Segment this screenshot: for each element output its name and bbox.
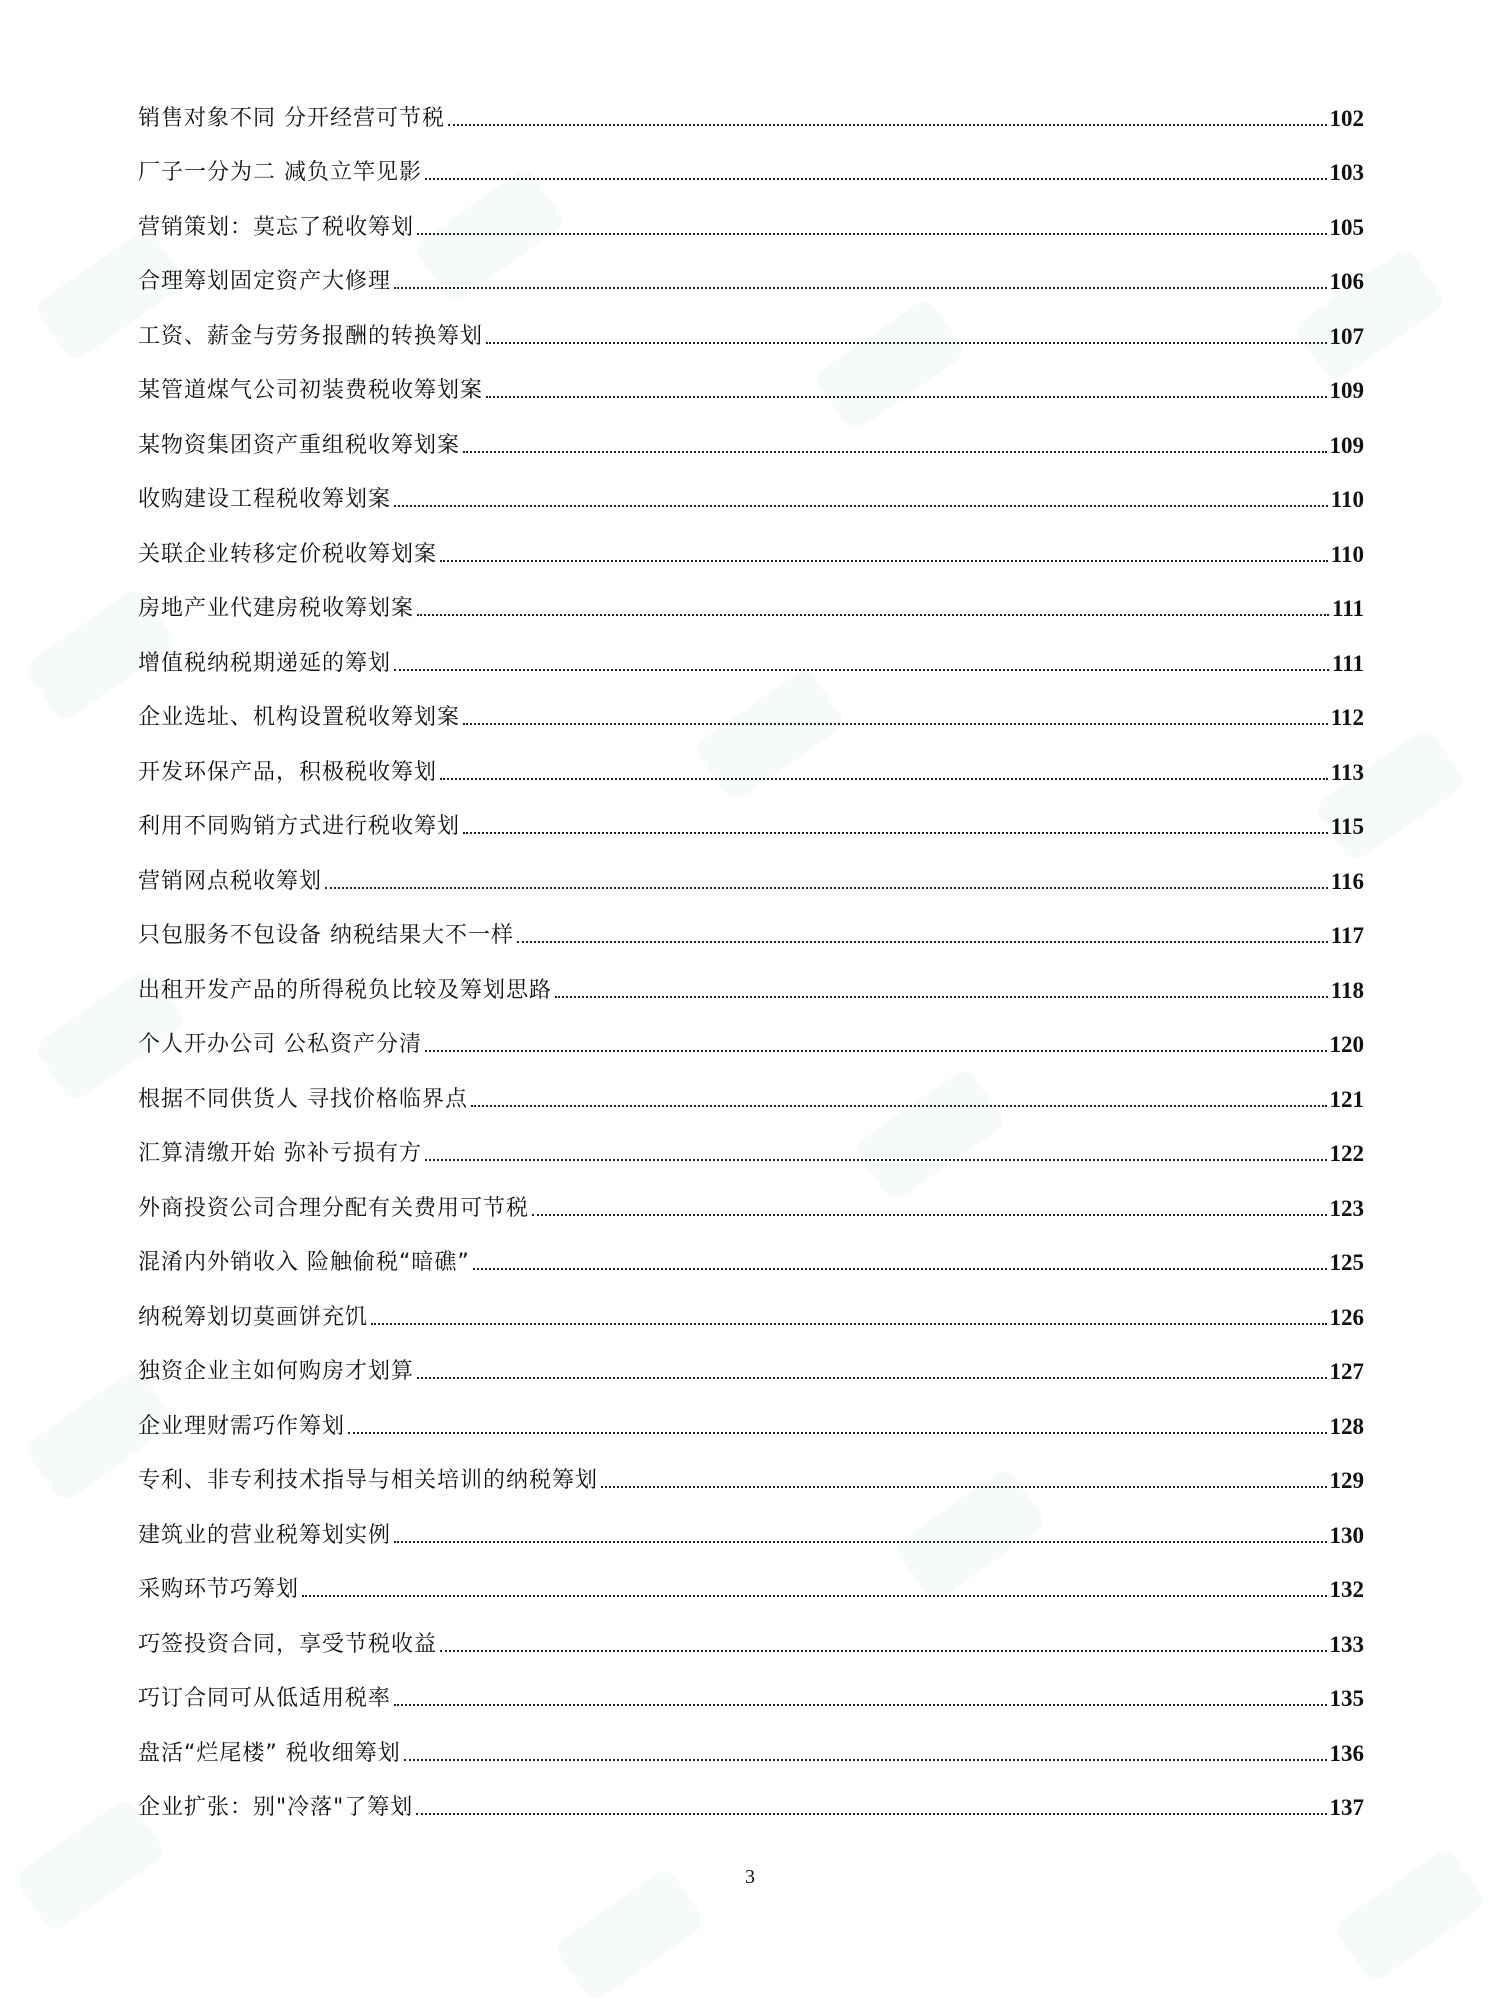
toc-entry-title: 巧订合同可从低适用税率 — [138, 1686, 392, 1711]
toc-entry[interactable] — [138, 132, 1364, 187]
toc-entry-page: 137 — [1329, 1795, 1364, 1820]
toc-entry[interactable] — [138, 1494, 1364, 1549]
toc-dot-leader — [517, 941, 1328, 943]
toc-entry-title: 营销网点税收筹划 — [138, 868, 323, 894]
toc-entry[interactable] — [138, 1549, 1364, 1604]
toc-entry-title: 利用不同购销方式进行税收筹划 — [138, 814, 461, 839]
toc-entry[interactable] — [138, 77, 1364, 132]
toc-dot-leader — [394, 669, 1329, 671]
toc-entry-title: 收购建设工程税收筹划案 — [138, 487, 392, 512]
toc-dot-leader — [371, 1323, 1326, 1325]
toc-entry-page: 111 — [1332, 650, 1364, 676]
toc-entry-title: 个人开办公司 公私资产分清 — [138, 1032, 422, 1057]
toc-entry-page: 122 — [1329, 1141, 1364, 1166]
toc-dot-leader — [448, 124, 1327, 126]
toc-entry[interactable] — [138, 786, 1364, 841]
toc-entry-title: 采购环节巧筹划 — [138, 1577, 300, 1602]
toc-dot-leader — [348, 1432, 1326, 1434]
toc-entry[interactable] — [138, 1222, 1364, 1277]
toc-entry[interactable] — [138, 568, 1364, 623]
toc-entry-page: 107 — [1329, 323, 1364, 349]
toc-dot-leader — [417, 1377, 1326, 1379]
toc-entry[interactable] — [138, 1603, 1364, 1658]
toc-dot-leader — [416, 1813, 1326, 1815]
toc-entry-title: 混淆内外销收入 险触偷税“暗礁” — [138, 1250, 470, 1275]
toc-entry[interactable] — [138, 949, 1364, 1004]
toc-entry-page: 109 — [1329, 432, 1364, 458]
toc-entry-title: 汇算清缴开始 弥补亏损有方 — [138, 1141, 422, 1166]
toc-entry-page: 109 — [1329, 378, 1364, 403]
toc-entry[interactable] — [138, 1712, 1364, 1767]
toc-dot-leader — [440, 1650, 1326, 1652]
toc-entry[interactable] — [138, 840, 1364, 895]
toc-entry-title: 巧签投资合同，享受节税收益 — [138, 1631, 438, 1657]
toc-dot-leader — [394, 287, 1326, 289]
toc-dot-leader — [463, 723, 1328, 725]
toc-entry[interactable] — [138, 404, 1364, 459]
toc-entry-title: 盘活“烂尾楼” 税收细筹划 — [138, 1740, 401, 1766]
toc-entry[interactable] — [138, 350, 1364, 405]
toc-dot-leader — [425, 178, 1327, 180]
toc-entry[interactable] — [138, 1167, 1364, 1222]
toc-entry-title: 房地产业代建房税收筹划案 — [138, 596, 415, 621]
toc-entry[interactable] — [138, 1767, 1364, 1822]
toc-entry-title: 合理筹划固定资产大修理 — [138, 269, 392, 294]
toc-dot-leader — [471, 1105, 1327, 1107]
toc-entry-page: 130 — [1329, 1522, 1364, 1548]
toc-entry[interactable] — [138, 1113, 1364, 1168]
toc-dot-leader — [394, 1704, 1326, 1706]
toc-entry-title: 专利、非专利技术指导与相关培训的纳税筹划 — [138, 1468, 599, 1493]
toc-dot-leader — [463, 832, 1328, 834]
toc-entry-title: 销售对象不同 分开经营可节税 — [138, 105, 445, 131]
page-number: 3 — [745, 1866, 755, 1888]
toc-dot-leader — [325, 887, 1328, 889]
toc-entry[interactable] — [138, 513, 1364, 568]
toc-dot-leader — [394, 1541, 1326, 1543]
toc-entry-page: 126 — [1329, 1304, 1364, 1330]
toc-dot-leader — [440, 778, 1328, 780]
toc-entry-title: 工资、薪金与劳务报酬的转换筹划 — [138, 323, 484, 349]
toc-entry-title: 某管道煤气公司初装费税收筹划案 — [138, 378, 484, 403]
toc-entry-page: 115 — [1330, 814, 1364, 839]
toc-entry[interactable] — [138, 186, 1364, 241]
toc-entry-title: 厂子一分为二 减负立竿见影 — [138, 160, 422, 185]
toc-entry-title: 建筑业的营业税筹划实例 — [138, 1522, 392, 1548]
toc-entry-title: 只包服务不包设备 纳税结果大不一样 — [138, 923, 514, 948]
toc-dot-leader — [425, 1050, 1327, 1052]
toc-dot-leader — [440, 560, 1328, 562]
toc-dot-leader — [473, 1268, 1327, 1270]
toc-entry-title: 增值税纳税期递延的筹划 — [138, 650, 392, 676]
toc-entry[interactable] — [138, 295, 1364, 350]
toc-entry-page: 112 — [1330, 705, 1364, 730]
toc-entry-page: 121 — [1329, 1086, 1364, 1112]
toc-entry[interactable] — [138, 1058, 1364, 1113]
toc-entry[interactable] — [138, 1385, 1364, 1440]
toc-dot-leader — [532, 1214, 1326, 1216]
toc-entry-page: 102 — [1329, 105, 1364, 131]
toc-entry-title: 根据不同供货人 寻找价格临界点 — [138, 1086, 468, 1112]
toc-entry-page: 132 — [1329, 1577, 1364, 1602]
toc-entry-page: 110 — [1330, 541, 1364, 567]
toc-entry-page: 120 — [1329, 1032, 1364, 1057]
toc-entry-title: 独资企业主如何购房才划算 — [138, 1359, 415, 1384]
toc-entry[interactable] — [138, 677, 1364, 732]
toc-entry-page: 136 — [1329, 1740, 1364, 1766]
toc-entry[interactable] — [138, 459, 1364, 514]
toc-entry-page: 110 — [1330, 487, 1364, 512]
toc-dot-leader — [394, 505, 1328, 507]
toc-entry-page: 127 — [1329, 1359, 1364, 1384]
toc-entry[interactable] — [138, 1004, 1364, 1059]
toc-entry-title: 营销策划：莫忘了税收筹划 — [138, 214, 415, 240]
toc-dot-leader — [463, 451, 1326, 453]
toc-dot-leader — [486, 396, 1326, 398]
toc-entry[interactable] — [138, 1440, 1364, 1495]
toc-entry-title: 某物资集团资产重组税收筹划案 — [138, 432, 461, 458]
toc-entry-page: 118 — [1330, 977, 1364, 1003]
toc-entry[interactable] — [138, 1658, 1364, 1713]
toc-dot-leader — [425, 1159, 1327, 1161]
toc-entry-title: 企业扩张：别"冷落"了筹划 — [138, 1795, 414, 1820]
toc-dot-leader — [302, 1595, 1326, 1597]
toc-dot-leader — [555, 996, 1328, 998]
toc-entry-page: 129 — [1329, 1468, 1364, 1493]
toc-entry-title: 关联企业转移定价税收筹划案 — [138, 541, 438, 567]
toc-dot-leader — [417, 614, 1329, 616]
toc-entry[interactable] — [138, 241, 1364, 296]
toc-entry[interactable] — [138, 731, 1364, 786]
toc-entry-title: 出租开发产品的所得税负比较及筹划思路 — [138, 977, 553, 1003]
toc-entry-page: 117 — [1330, 923, 1364, 948]
toc-entry-page: 105 — [1329, 214, 1364, 240]
toc-dot-leader — [486, 342, 1326, 344]
toc-entry-page: 123 — [1329, 1195, 1364, 1221]
toc-entry-title: 开发环保产品，积极税收筹划 — [138, 759, 438, 785]
toc-entry-page: 116 — [1330, 868, 1364, 894]
table-of-contents — [138, 77, 1364, 1821]
toc-entry[interactable] — [138, 622, 1364, 677]
toc-entry-page: 128 — [1329, 1413, 1364, 1439]
toc-entry-title: 纳税筹划切莫画饼充饥 — [138, 1304, 369, 1330]
toc-entry-page: 135 — [1329, 1686, 1364, 1711]
toc-entry-page: 111 — [1332, 596, 1364, 621]
toc-entry-title: 企业选址、机构设置税收筹划案 — [138, 705, 461, 730]
toc-dot-leader — [404, 1759, 1327, 1761]
toc-entry-page: 103 — [1329, 160, 1364, 185]
toc-entry-page: 113 — [1330, 759, 1364, 785]
toc-dot-leader — [417, 233, 1326, 235]
toc-dot-leader — [601, 1486, 1326, 1488]
toc-entry[interactable] — [138, 1331, 1364, 1386]
toc-entry-title: 外商投资公司合理分配有关费用可节税 — [138, 1195, 530, 1221]
toc-entry-title: 企业理财需巧作筹划 — [138, 1413, 346, 1439]
toc-entry[interactable] — [138, 895, 1364, 950]
toc-entry-page: 133 — [1329, 1631, 1364, 1657]
toc-entry[interactable] — [138, 1276, 1364, 1331]
toc-entry-page: 106 — [1329, 269, 1364, 294]
toc-entry-page: 125 — [1329, 1250, 1364, 1275]
